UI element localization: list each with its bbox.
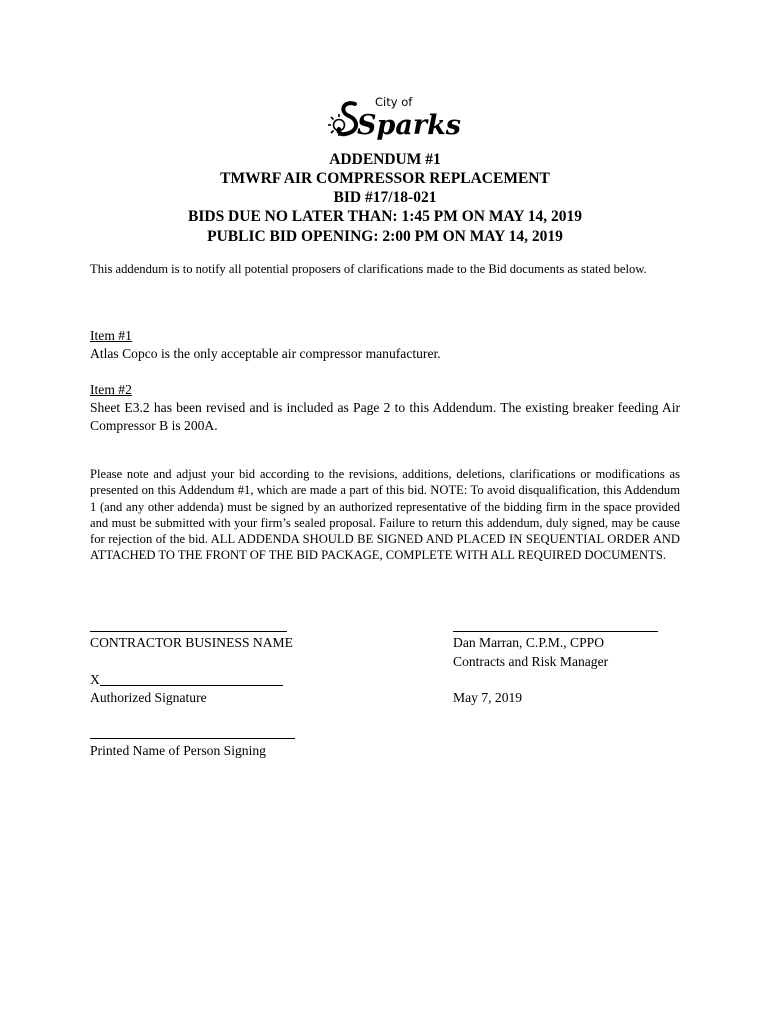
item-2-heading: Item #2 [90, 382, 132, 397]
printed-name-line[interactable] [90, 738, 295, 739]
contractor-name-line[interactable] [90, 631, 287, 632]
signer-name: Dan Marran, C.P.M., CPPO [453, 635, 605, 650]
addendum-title: ADDENDUM #1 [329, 151, 441, 168]
logo-big-text: Sparks [357, 110, 462, 141]
intro-paragraph: This addendum is to notify all potential proposers of clarifications made to the Bid documents as stated below. [90, 262, 647, 276]
project-title: TMWRF AIR COMPRESSOR REPLACEMENT [220, 170, 550, 187]
authorized-signature-label: Authorized Signature [90, 690, 207, 705]
bid-opening: PUBLIC BID OPENING: 2:00 PM ON MAY 14, 2019 [207, 228, 563, 245]
bids-due: BIDS DUE NO LATER THAN: 1:45 PM ON MAY 14, 2019 [188, 208, 582, 225]
bid-number: BID #17/18-021 [333, 189, 437, 206]
item-1-text: Atlas Copco is the only acceptable air compressor manufacturer. [90, 346, 441, 361]
authorized-signature-line[interactable] [100, 685, 283, 686]
signer-title: Contracts and Risk Manager [453, 654, 609, 669]
item-2-text: Sheet E3.2 has been revised and is included as Page 2 to this Addendum. The existing breaker feeding Air Compressor B is 200A. [90, 400, 680, 433]
printed-name-label: Printed Name of Person Signing [90, 743, 266, 758]
logo-small-text: City of [375, 95, 413, 109]
official-signature-line [453, 631, 658, 632]
contractor-label: CONTRACTOR BUSINESS NAME [90, 635, 293, 650]
signature-date: May 7, 2019 [453, 690, 523, 705]
notice-paragraph: Please note and adjust your bid according to the revisions, additions, deletions, clarifications or modifications as presented on this Addendum #1, which are made a part of this bid. NOTE: To avoid disqualification, this Addendum 1 (and any other addenda) must be signed by an authorized representative of the bidding firm in the space provided and must be submitted with your firm’s sealed proposal. Failure to return this addendum, duly signed, may be cause for rejection of the bid. ALL ADDENDA SHOULD BE SIGNED AND PLACED IN SEQUENTIAL ORDER AND ATTACHED TO THE FRONT OF THE BID PACKAGE, COMPLETE WITH ALL REQUIRED DOCUMENTS. [90, 467, 680, 563]
signature-x-mark: X [90, 672, 100, 687]
city-of-sparks-logo [325, 92, 462, 142]
item-1-heading: Item #1 [90, 328, 132, 343]
